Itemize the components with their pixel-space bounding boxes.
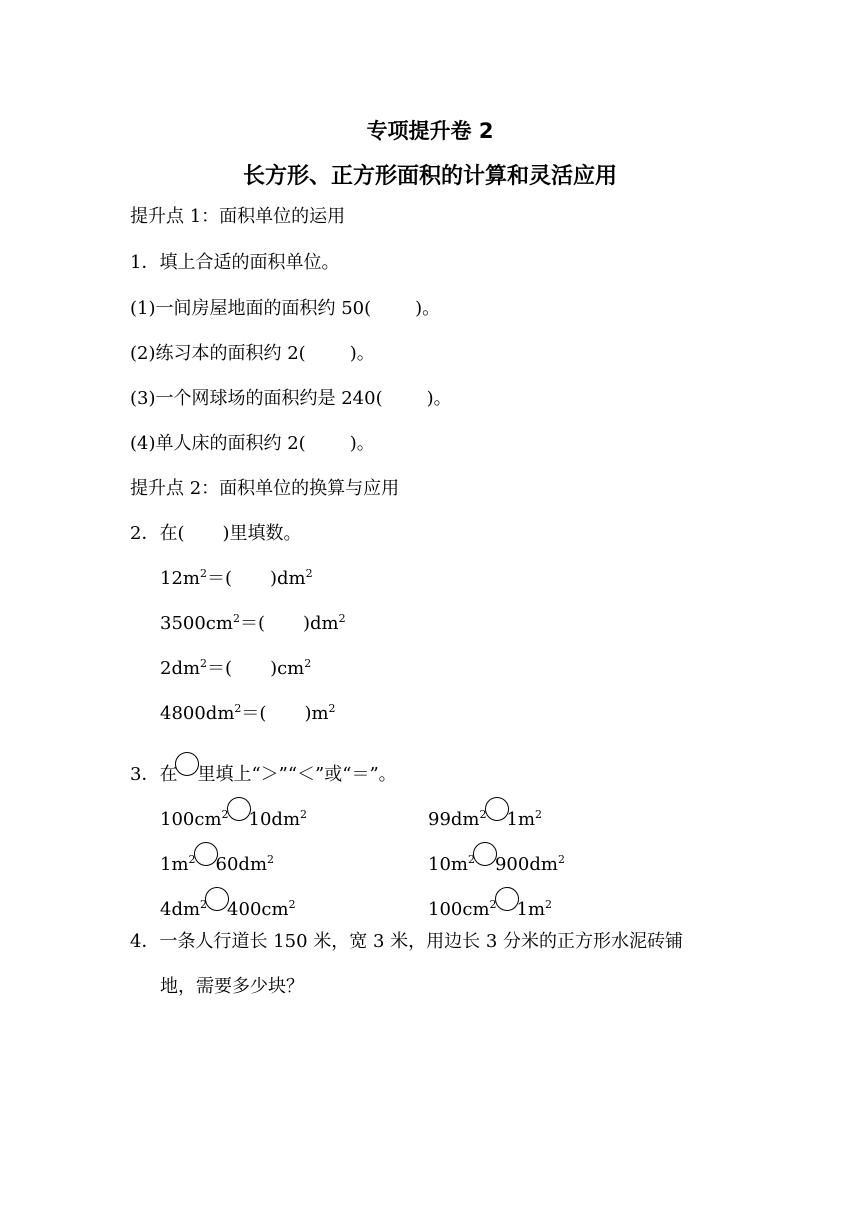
question-1-item xyxy=(130,342,375,366)
quantity: 100cm xyxy=(428,899,490,920)
compare-item xyxy=(428,887,552,922)
item-text: )。 xyxy=(349,343,375,364)
quantity: 10dm xyxy=(248,809,301,830)
exponent: 2 xyxy=(188,853,196,866)
exponent: 2 xyxy=(305,567,313,580)
unit: )dm xyxy=(303,613,339,634)
conversion-item xyxy=(160,567,313,591)
quantity: 4800dm xyxy=(160,703,235,724)
quantity: 3500cm xyxy=(160,613,233,634)
exponent: 2 xyxy=(557,853,565,866)
compare-item xyxy=(428,842,565,877)
quantity: 1m xyxy=(516,899,546,920)
exponent: 2 xyxy=(200,657,208,670)
section-heading-1: 提升点 1：面积单位的运用 xyxy=(130,206,346,227)
compare-item xyxy=(160,842,274,877)
conversion-item xyxy=(160,612,346,636)
stem-text: 2．在( xyxy=(130,523,185,544)
exponent: 2 xyxy=(267,853,275,866)
exponent: 2 xyxy=(328,702,336,715)
item-text: )。 xyxy=(349,433,375,454)
quantity: 10m xyxy=(428,854,468,875)
quantity: 60dm xyxy=(215,854,268,875)
exponent: 2 xyxy=(479,808,487,821)
equals: ＝( xyxy=(241,703,267,724)
equals: ＝( xyxy=(207,658,233,679)
exponent: 2 xyxy=(221,808,229,821)
exponent: 2 xyxy=(199,567,207,580)
answer-circle[interactable] xyxy=(205,887,229,911)
quantity: 4dm xyxy=(160,899,201,920)
item-text: (1)一间房屋地面的面积约 50( xyxy=(130,298,372,319)
worksheet-subtitle: 长方形、正方形面积的计算和灵活应用 xyxy=(242,164,617,189)
quantity: 12m xyxy=(160,568,200,589)
section-heading-2: 提升点 2：面积单位的换算与应用 xyxy=(130,478,400,499)
item-text: (4)单人床的面积约 2( xyxy=(130,433,306,454)
question-4-line-1: 4．一条人行道长 150 米，宽 3 米，用边长 3 分米的正方形水泥砖铺 xyxy=(130,931,684,952)
question-2-stem xyxy=(130,522,302,546)
unit: )cm xyxy=(270,658,305,679)
conversion-item xyxy=(160,702,336,726)
answer-circle[interactable] xyxy=(473,842,497,866)
exponent: 2 xyxy=(232,612,240,625)
compare-item xyxy=(160,797,307,832)
stem-text: 3．在 xyxy=(130,764,178,785)
quantity: 400cm xyxy=(227,899,289,920)
quantity: 100cm xyxy=(160,809,222,830)
exponent: 2 xyxy=(200,898,208,911)
worksheet-title: 专项提升卷 2 xyxy=(366,119,494,143)
question-1-item xyxy=(130,387,452,411)
stem-text: 里填上“＞”“＜”或“＝”。 xyxy=(197,764,397,785)
item-text: (3)一个网球场的面积约是 240( xyxy=(130,388,383,409)
circle-icon xyxy=(175,752,199,776)
exponent: 2 xyxy=(535,808,543,821)
answer-circle[interactable] xyxy=(194,842,218,866)
equals: ＝( xyxy=(239,613,265,634)
answer-circle[interactable] xyxy=(227,797,251,821)
exponent: 2 xyxy=(300,808,308,821)
quantity: 1m xyxy=(506,809,536,830)
exponent: 2 xyxy=(288,898,296,911)
question-1-item xyxy=(130,432,375,456)
answer-circle[interactable] xyxy=(495,887,519,911)
question-4-line-2: 地，需要多少块？ xyxy=(160,976,304,997)
unit: )m xyxy=(304,703,329,724)
exponent: 2 xyxy=(338,612,346,625)
stem-text: )里填数。 xyxy=(222,523,302,544)
quantity: 99dm xyxy=(428,809,480,830)
question-3-stem xyxy=(130,752,397,787)
exponent: 2 xyxy=(304,657,312,670)
quantity: 900dm xyxy=(494,854,558,875)
item-text: )。 xyxy=(426,388,452,409)
exponent: 2 xyxy=(467,853,475,866)
exponent: 2 xyxy=(234,702,242,715)
question-1-item xyxy=(130,297,440,321)
item-text: (2)练习本的面积约 2( xyxy=(130,343,306,364)
question-1-stem: 1．填上合适的面积单位。 xyxy=(130,252,340,273)
unit: )dm xyxy=(270,568,306,589)
equals: ＝( xyxy=(206,568,233,589)
exponent: 2 xyxy=(545,898,553,911)
compare-item xyxy=(428,797,542,832)
conversion-item xyxy=(160,657,311,681)
answer-circle[interactable] xyxy=(485,797,509,821)
quantity: 1m xyxy=(160,854,189,875)
compare-item xyxy=(160,887,296,922)
item-text: )。 xyxy=(415,298,441,319)
exponent: 2 xyxy=(489,898,497,911)
quantity: 2dm xyxy=(160,658,201,679)
